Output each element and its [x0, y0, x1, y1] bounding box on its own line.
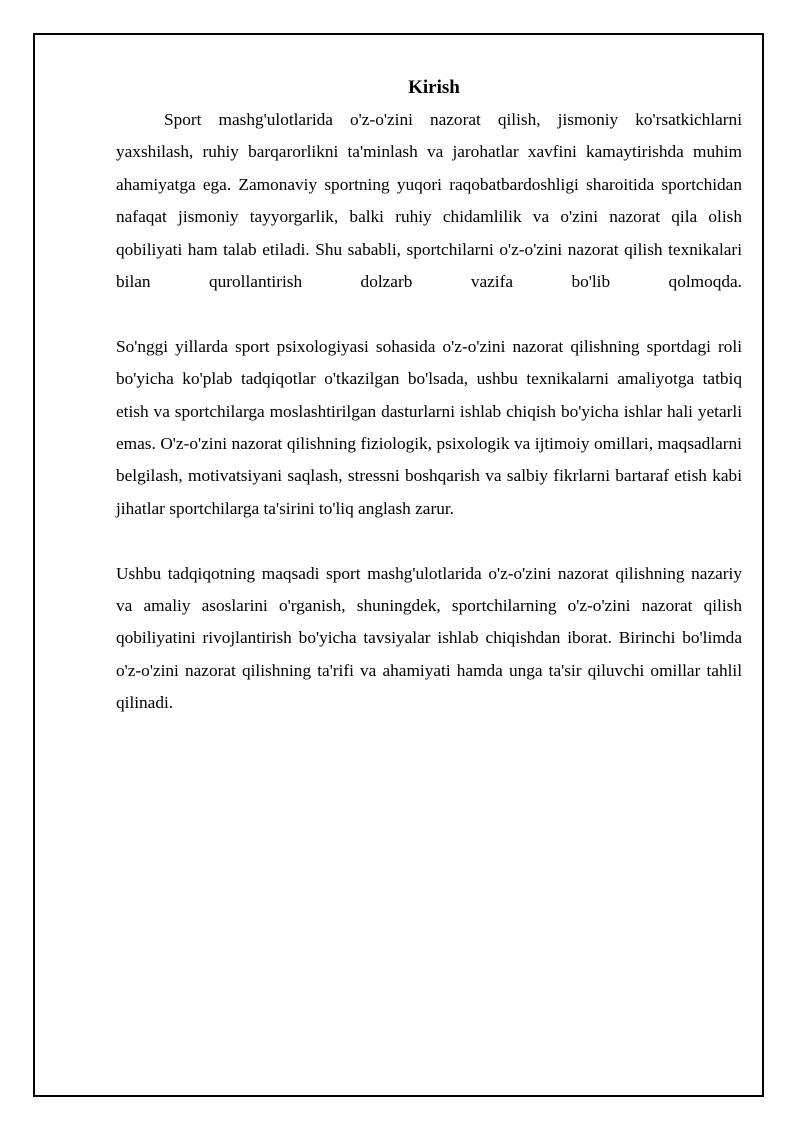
- document-body: [116, 74, 742, 720]
- paragraph-3: Ushbu tadqiqotning maqsadi sport mashg'ulotlarida o'z-o'zini nazorat qilishning nazariy va amaliy asoslarini o'rganish, shuningdek, sportchilarning o'z-o'zini nazorat qilish qobiliyatini rivojlantirish bo'yicha tavsiyalar ishlab chiqishdan iborat. Birinchi bo'limda o'z-o'zini nazorat qilishning ta'rifi va ahamiyati hamda unga ta'sir qiluvchi omillar tahlil qilinadi.: [116, 563, 742, 713]
- document-title: Kirish: [408, 77, 460, 98]
- paragraph-1: Sport mashg'ulotlarida o'z-o'zini nazorat qilish, jismoniy ko'rsatkichlarni yaxshilash, ruhiy barqarorlikni ta'minlash va jarohatlar xavfini kamaytirishda muhim ahamiyatga ega. Zamonaviy sportning yuqori raqobatbardoshligi sharoitida sportchidan nafaqat jismoniy tayyorgarlik, balki ruhiy chidamlilik va o'zini nazorat qila olish qobiliyati ham talab etiladi. Shu sababli, sportchilarni o'z-o'zini nazorat qilish texnikalari bilan qurollantirish dolzarb vazifa bo'lib qolmoqda.: [116, 110, 742, 292]
- paragraph-gap: [116, 525, 742, 557]
- paragraph-gap: [116, 298, 742, 330]
- paragraph-2: So'nggi yillarda sport psixologiyasi sohasida o'z-o'zini nazorat qilishning sportdagi roli bo'yicha ko'plab tadqiqotlar o'tkazilgan bo'lsada, ushbu texnikalarni amaliyotga tatbiq etish va sportchilarga moslashtirilgan dasturlarni ishlab chiqish bo'yicha ishlar hali yetarli emas. O'z-o'zini nazorat qilishning fiziologik, psixologik va ijtimoiy omillari, maqsadlarni belgilash, motivatsiyani saqlash, stressni boshqarish va salbiy fikrlarni bartaraf etish kabi jihatlar sportchilarga ta'sirini to'liq anglash zarur.: [116, 336, 742, 518]
